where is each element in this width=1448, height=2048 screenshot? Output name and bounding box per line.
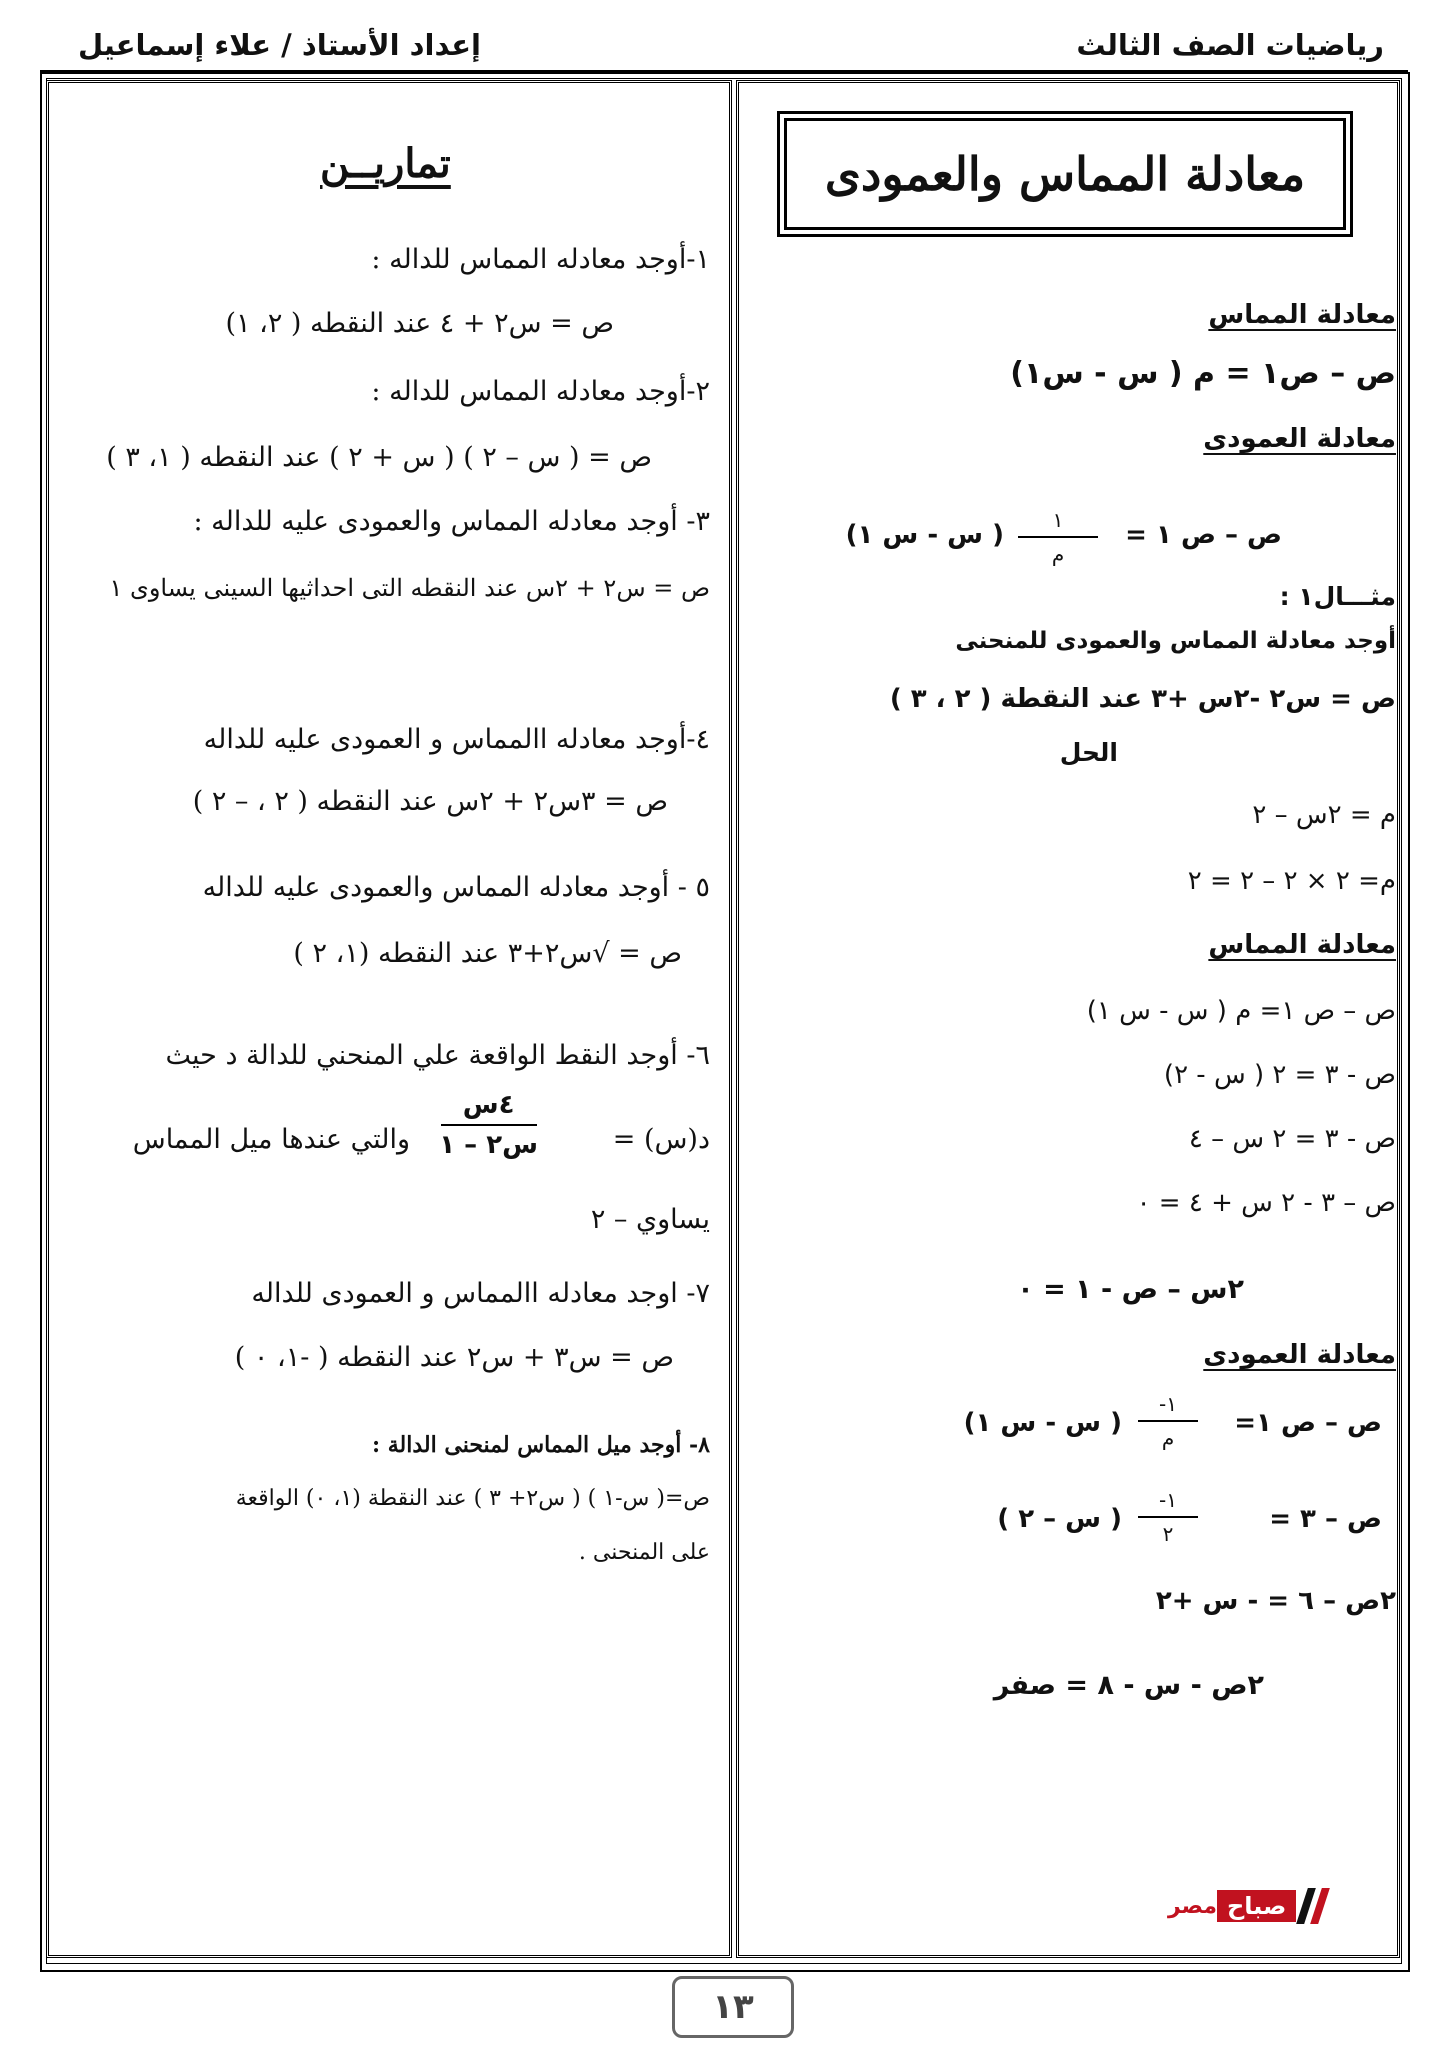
page-number: ١٣ bbox=[672, 1976, 794, 2038]
fraction-bar bbox=[441, 1124, 537, 1126]
normal-step-2-left: ص – ٣ = bbox=[1269, 1504, 1382, 1534]
question-1-expr: ص = س٢ + ٤ عند النقطه ( ٢، ١) bbox=[225, 308, 614, 339]
question-8: ٨- أوجد ميل المماس لمنحنى الدالة : bbox=[371, 1432, 710, 1458]
question-6-fraction bbox=[439, 1090, 538, 1160]
tangent-step-3: ص - ٣ = ٢ س – ٤ bbox=[1188, 1124, 1396, 1154]
fraction-bar bbox=[1138, 1420, 1198, 1422]
logo-badge: صباح bbox=[1217, 1890, 1296, 1922]
publisher-logo bbox=[1168, 1888, 1330, 1924]
solution-label: الحل bbox=[1059, 738, 1118, 767]
normal-step-2-num: ١- bbox=[1159, 1488, 1177, 1512]
example-function: ص = س٢ -٢س +٣ عند النقطة ( ٢ ، ٣ ) bbox=[889, 684, 1396, 714]
lesson-title: معادلة المماس والعمودى bbox=[784, 118, 1346, 230]
normal-formula-left: ص – ص ١ = bbox=[1125, 520, 1282, 550]
question-3: ٣- أوجد معادله المماس والعمودى عليه للداله : bbox=[193, 506, 710, 537]
example-label: مثـــال١ : bbox=[1279, 582, 1396, 611]
normal-heading: معادلة العمودى bbox=[1203, 424, 1396, 454]
question-6-lhs: د(س) = bbox=[612, 1124, 710, 1155]
normal-step-1-left: ص – ص ١= bbox=[1234, 1408, 1382, 1438]
normal-step-3: ٢ص – ٦ = - س +٢ bbox=[1155, 1586, 1396, 1616]
example-task: أوجد معادلة المماس والعمودى للمنحنى bbox=[955, 628, 1396, 654]
question-6-rest: والتي عندها ميل المماس bbox=[132, 1124, 410, 1155]
normal-step-1-right: ( س - س ١) bbox=[963, 1408, 1122, 1438]
normal-step-1-num: ١- bbox=[1159, 1392, 1177, 1416]
question-5: ٥ - أوجد معادله المماس والعمودى عليه للداله bbox=[202, 872, 710, 903]
question-8-tail: على المنحنى . bbox=[578, 1540, 710, 1565]
left-column bbox=[46, 80, 732, 1958]
question-8-expr: ص=( س-١ ) ( س٢+ ٣ ) عند النقطة (١، ٠) الواقعة bbox=[235, 1486, 710, 1511]
slope-step-1: م = ٢س – ٢ bbox=[1252, 800, 1396, 830]
question-3-expr: ص = س٢ + ٢س عند النقطه التى احداثيها السينى يساوى ١ bbox=[109, 574, 710, 602]
tangent-result: ٢س – ص - ١ = ٠ bbox=[1017, 1274, 1244, 1305]
question-7: ٧- اوجد معادله االمماس و العمودى للداله bbox=[251, 1278, 710, 1309]
question-4-expr: ص = ٣س٢ + ٢س عند النقطه ( ٢ ، – ٢ ) bbox=[192, 786, 668, 817]
tangent-formula: ص – ص١ = م ( س - س١) bbox=[1010, 356, 1396, 391]
tangent-heading-2: معادلة المماس bbox=[1208, 930, 1396, 960]
normal-frac-num: ١ bbox=[1052, 508, 1064, 532]
normal-heading-2: معادلة العمودى bbox=[1203, 1340, 1396, 1370]
normal-frac-den: م bbox=[1051, 542, 1065, 566]
normal-fraction bbox=[1018, 508, 1098, 566]
header-subject: رياضيات الصف الثالث bbox=[1076, 28, 1384, 62]
normal-step-1-den: م bbox=[1161, 1426, 1175, 1450]
tangent-heading: معادلة المماس bbox=[1208, 300, 1396, 330]
logo-word: مصر bbox=[1168, 1893, 1217, 1919]
question-6: ٦- أوجد النقط الواقعة علي المنحني للدالة د حيث bbox=[165, 1040, 710, 1071]
normal-step-2-right: ( س – ٢ ) bbox=[997, 1504, 1122, 1534]
exercises-title: تماريــن bbox=[320, 140, 451, 187]
fraction-bar bbox=[1138, 1516, 1198, 1518]
question-7-expr: ص = س٣ + س٢ عند النقطه ( -١، ٠ ) bbox=[234, 1342, 674, 1373]
normal-formula-right: ( س - س ١) bbox=[845, 520, 1004, 550]
normal-step-1-fraction bbox=[1138, 1392, 1198, 1450]
question-6-num: ٤س bbox=[462, 1090, 515, 1120]
header-author: إعداد الأستاذ / علاء إسماعيل bbox=[78, 28, 481, 62]
normal-result: ٢ص - س - ٨ = صفر bbox=[993, 1670, 1264, 1701]
question-4: ٤-أوجد معادله االمماس و العمودى عليه للداله bbox=[203, 724, 710, 755]
slope-step-2: م= ٢ × ٢ – ٢ = ٢ bbox=[1187, 866, 1396, 896]
question-2: ٢-أوجد معادله المماس للداله : bbox=[371, 376, 710, 407]
question-6-tail: يساوي – ٢ bbox=[590, 1204, 710, 1235]
tangent-step-2: ص - ٣ = ٢ ( س - ٢) bbox=[1163, 1060, 1396, 1090]
question-1: ١-أوجد معادله المماس للداله : bbox=[371, 244, 710, 275]
question-5-expr: ص = √س٢+٣ عند النقطه (١، ٢ ) bbox=[293, 938, 682, 969]
question-6-den: س٢ – ١ bbox=[439, 1130, 538, 1160]
normal-step-2-fraction bbox=[1138, 1488, 1198, 1546]
normal-step-2-den: ٢ bbox=[1162, 1522, 1174, 1546]
question-2-expr: ص = ( س – ٢ ) ( س + ٢ ) عند النقطه ( ١، ٣ ) bbox=[106, 442, 652, 473]
fraction-bar bbox=[1018, 536, 1098, 538]
tangent-step-1: ص – ص ١= م ( س - س ١) bbox=[1086, 996, 1396, 1026]
tangent-step-4: ص – ٣ - ٢ س + ٤ = ٠ bbox=[1136, 1188, 1396, 1218]
